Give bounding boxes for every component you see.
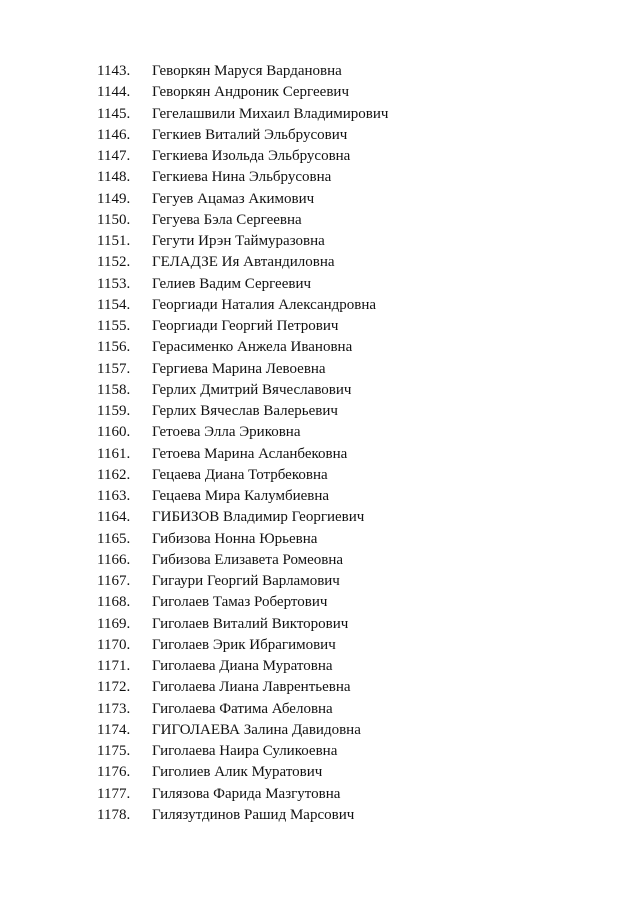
entry-name: ГЕЛАДЗЕ Ия Автандиловна <box>152 254 335 271</box>
entry-number: 1162. <box>97 466 131 483</box>
entry-name: ГИГОЛАЕВА Залина Давидовна <box>152 721 361 738</box>
entry-number: 1165. <box>97 530 131 547</box>
entry-number: 1174. <box>97 721 131 738</box>
list-item <box>0 656 640 677</box>
entry-number: 1167. <box>97 573 131 589</box>
list-item <box>0 316 640 337</box>
entry-name: Георгиади Наталия Александровна <box>152 296 377 313</box>
list-item <box>0 571 640 592</box>
entry-name: Гиголаев Тамаз Робертович <box>152 594 328 611</box>
list-item <box>0 465 640 486</box>
entry-name: Гилязутдинов Рашид Марсович <box>152 806 355 823</box>
entry-number: 1151. <box>97 233 131 249</box>
entry-number: 1164. <box>97 509 131 526</box>
entry-name: Гергиева Марина Левоевна <box>152 360 326 377</box>
list-item <box>0 146 640 167</box>
entry-number: 1150. <box>97 211 131 228</box>
entry-name: Геворкян Андроник Сергеевич <box>152 84 349 101</box>
list-item <box>0 486 640 507</box>
entry-name: Гиголиев Алик Муратович <box>152 764 323 781</box>
entry-name: Гиголаева Фатима Абеловна <box>152 700 333 717</box>
list-item <box>0 401 640 422</box>
entry-number: 1176. <box>97 764 131 781</box>
list-item <box>0 592 640 613</box>
entry-name: Герлих Вячеслав Валерьевич <box>152 403 338 419</box>
entry-number: 1161. <box>97 445 131 462</box>
entry-name: Гигаури Георгий Варламович <box>152 573 340 589</box>
entry-name: Гиголаев Эрик Ибрагимович <box>152 636 336 653</box>
entry-name: Георгиади Георгий Петрович <box>152 318 339 334</box>
entry-name: Герлих Дмитрий Вячеславович <box>152 381 352 398</box>
entry-name: Гелиев Вадим Сергеевич <box>152 275 312 292</box>
entry-number: 1168. <box>97 594 131 611</box>
entry-number: 1155. <box>97 318 131 334</box>
entry-name: Гегкиева Изольда Эльбрусовна <box>152 148 351 164</box>
list-item <box>0 784 640 805</box>
entry-name: Гегкиева Нина Эльбрусовна <box>152 169 332 186</box>
list-item <box>0 167 640 188</box>
list-item <box>0 550 640 571</box>
entry-number: 1146. <box>97 126 131 143</box>
entry-name: Гегуева Бэла Сергеевна <box>152 211 302 228</box>
name-list <box>0 61 640 826</box>
entry-name: Гецаева Мира Калумбиевна <box>152 488 330 504</box>
entry-name: Гетоева Марина Асланбековна <box>152 445 348 462</box>
entry-number: 1166. <box>97 551 131 568</box>
entry-number: 1157. <box>97 360 131 377</box>
entry-number: 1163. <box>97 488 131 504</box>
entry-number: 1144. <box>97 84 131 101</box>
list-item <box>0 529 640 550</box>
entry-number: 1172. <box>97 679 131 696</box>
entry-number: 1143. <box>97 63 131 79</box>
entry-name: ГИБИЗОВ Владимир Георгиевич <box>152 509 365 526</box>
list-item <box>0 274 640 295</box>
list-item <box>0 741 640 762</box>
entry-name: Гегуев Ацамаз Акимович <box>152 190 315 207</box>
list-item <box>0 699 640 720</box>
entry-name: Гибизова Елизавета Ромеовна <box>152 551 344 568</box>
list-item <box>0 252 640 273</box>
entry-number: 1156. <box>97 339 131 356</box>
entry-name: Гиголаева Лиана Лаврентьевна <box>152 679 351 696</box>
list-item <box>0 82 640 103</box>
list-item <box>0 125 640 146</box>
entry-name: Гецаева Диана Тотрбековна <box>152 466 328 483</box>
list-item <box>0 295 640 316</box>
list-item <box>0 104 640 125</box>
entry-name: Геворкян Маруся Вардановна <box>152 63 342 79</box>
entry-number: 1169. <box>97 615 131 632</box>
entry-name: Гегкиев Виталий Эльбрусович <box>152 126 348 143</box>
entry-name: Герасименко Анжела Ивановна <box>152 339 353 356</box>
list-item <box>0 422 640 443</box>
list-item <box>0 210 640 231</box>
list-item <box>0 231 640 252</box>
entry-number: 1153. <box>97 275 131 292</box>
entry-number: 1158. <box>97 381 131 398</box>
entry-number: 1159. <box>97 403 131 419</box>
entry-number: 1145. <box>97 105 131 122</box>
entry-number: 1170. <box>97 636 131 653</box>
list-item <box>0 677 640 698</box>
entry-number: 1149. <box>97 190 131 207</box>
entry-number: 1154. <box>97 296 131 313</box>
entry-number: 1147. <box>97 148 131 164</box>
entry-number: 1171. <box>97 658 131 674</box>
list-item <box>0 380 640 401</box>
entry-name: Гиголаева Диана Муратовна <box>152 658 333 674</box>
list-item <box>0 805 640 826</box>
entry-number: 1152. <box>97 254 131 271</box>
entry-number: 1177. <box>97 785 131 802</box>
entry-name: Гибизова Нонна Юрьевна <box>152 530 318 547</box>
list-item <box>0 359 640 380</box>
entry-name: Гиголаева Наира Суликоевна <box>152 743 338 759</box>
entry-number: 1178. <box>97 806 131 823</box>
entry-name: Гетоева Элла Эриковна <box>152 424 301 441</box>
entry-number: 1175. <box>97 743 131 759</box>
entry-name: Гиголаев Виталий Викторович <box>152 615 349 632</box>
entry-number: 1148. <box>97 169 131 186</box>
entry-number: 1160. <box>97 424 131 441</box>
entry-name: Гилязова Фарида Мазгутовна <box>152 785 341 802</box>
list-item <box>0 61 640 82</box>
list-item <box>0 189 640 210</box>
list-item <box>0 507 640 528</box>
entry-number: 1173. <box>97 700 131 717</box>
list-item <box>0 337 640 358</box>
list-item <box>0 444 640 465</box>
list-item <box>0 635 640 656</box>
list-item <box>0 720 640 741</box>
list-item <box>0 614 640 635</box>
list-item <box>0 762 640 783</box>
entry-name: Гегути Ирэн Таймуразовна <box>152 233 325 249</box>
entry-name: Гегелашвили Михаил Владимирович <box>152 105 389 122</box>
